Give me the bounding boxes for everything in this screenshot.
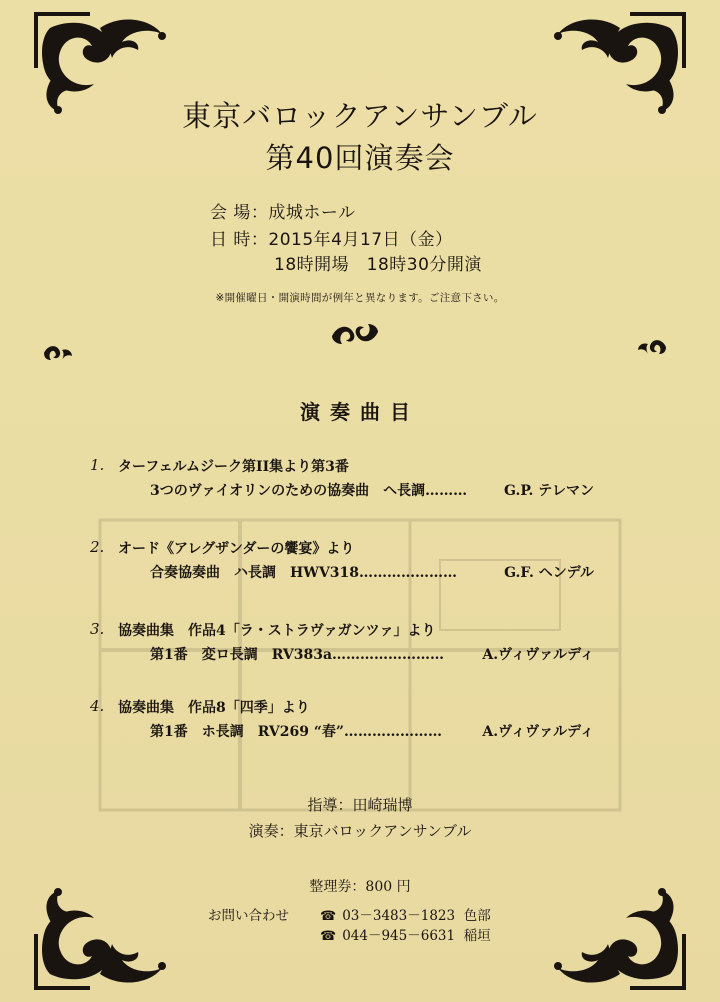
- ticket-price: 整理券：800 円: [309, 879, 411, 895]
- venue: 会 場：成城ホール: [210, 203, 356, 223]
- ornament-icon: [330, 320, 380, 348]
- schedule-note: ※開催曜日・開演時間が例年と異なります。ご注意下さい。: [215, 292, 505, 304]
- concert-title: 第40回演奏会: [265, 141, 455, 175]
- contact-phone: 044－945－6631: [342, 928, 456, 944]
- item-number: 3.: [90, 620, 105, 638]
- item-title: 協奏曲集 作品8「四季」より: [118, 700, 310, 716]
- contact-name: 稲垣: [463, 928, 491, 944]
- item-composer: G.P. テレマン: [503, 483, 594, 499]
- contact-phone: 03－3483－1823: [342, 908, 456, 924]
- item-title: オード《アレグザンダーの饗宴》より: [118, 541, 355, 557]
- item-number: 4.: [90, 697, 105, 715]
- ornament-icon: [42, 342, 74, 364]
- ensemble-title: 東京バロックアンサンブル: [182, 99, 538, 133]
- date: 日 時：2015年4月17日（金）: [210, 230, 453, 250]
- item-title: 協奏曲集 作品4「ラ・ストラヴァガンツァ」より: [118, 623, 436, 639]
- item-subtitle: 第1番 変ロ長調 RV383a……………………: [150, 647, 445, 663]
- program-heading: 演奏曲目: [300, 400, 420, 424]
- item-composer: A.ヴィヴァルディ: [482, 647, 594, 663]
- contact-label: お問い合わせ: [208, 908, 289, 924]
- ornament-icon: [636, 336, 668, 358]
- item-number: 2.: [90, 538, 105, 556]
- contact-name: 色部: [463, 908, 491, 924]
- telephone-icon: ☎: [320, 909, 337, 924]
- item-title: ターフェルムジーク第II集より第3番: [118, 459, 349, 475]
- corner-flourish-icon: [30, 884, 180, 994]
- item-subtitle: 合奏協奏曲 ハ長調 HWV318…………………: [150, 565, 458, 581]
- times: 18時開場 18時30分開演: [274, 255, 482, 275]
- telephone-icon: ☎: [320, 929, 337, 944]
- item-composer: A.ヴィヴァルディ: [482, 724, 594, 740]
- item-subtitle: 3つのヴァイオリンのための協奏曲 ヘ長調………: [150, 483, 468, 499]
- conductor-credit: 指導：田崎瑞博: [307, 796, 413, 814]
- item-subtitle: 第1番 ホ長調 RV269 “春”…………………: [150, 724, 442, 740]
- item-number: 1.: [90, 456, 105, 474]
- item-composer: G.F. ヘンデル: [504, 565, 594, 581]
- performer-credit: 演奏：東京バロックアンサンブル: [248, 822, 472, 840]
- contact-row: [320, 924, 491, 944]
- contact-row: [320, 904, 491, 924]
- corner-flourish-icon: [540, 884, 690, 994]
